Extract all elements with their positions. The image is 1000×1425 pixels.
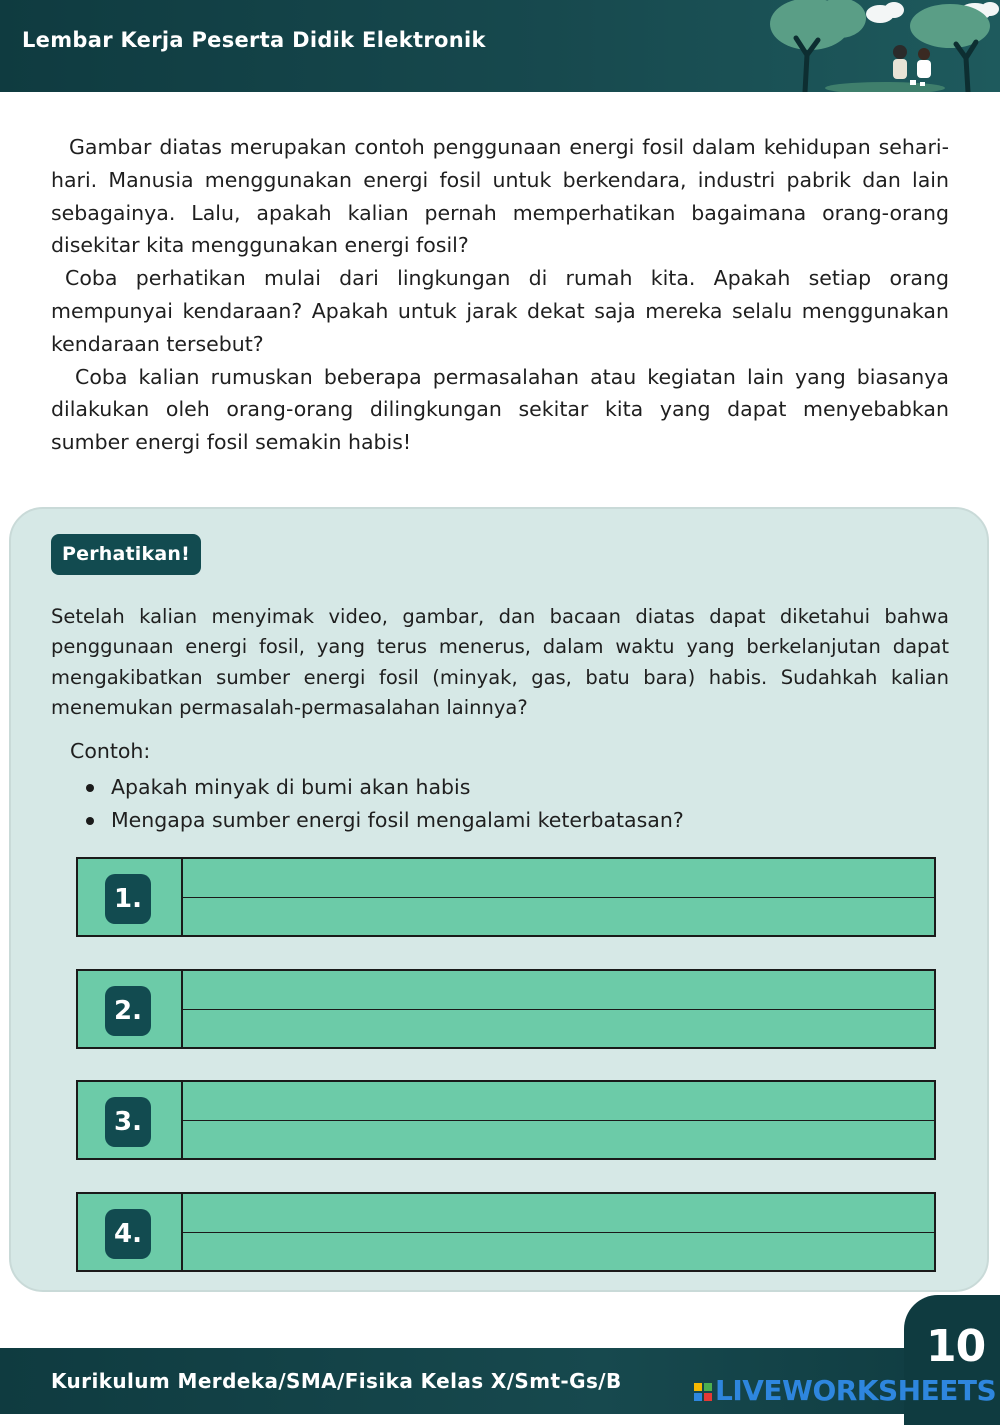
header-title: Lembar Kerja Peserta Didik Elektronik (22, 28, 486, 52)
answer-number-badge: 4. (105, 1209, 151, 1259)
answer-number-cell (78, 1082, 183, 1158)
bullet-icon (86, 784, 94, 792)
attention-badge: Perhatikan! (51, 534, 201, 575)
intro-paragraph: Coba kalian rumuskan beberapa permasalahan atau kegiatan lain yang biasanya dilakukan oleh orang-orang dilingkungan sekitar kita yang dapat menyebabkan sumber energi fosil semakin habis! (51, 364, 949, 455)
liveworksheets-watermark (694, 1374, 996, 1407)
answer-number-badge: 1. (105, 874, 151, 924)
answer-input-2[interactable] (190, 975, 926, 1043)
answer-number-cell (78, 859, 183, 935)
answer-number-badge: 3. (105, 1097, 151, 1147)
answer-row-2 (76, 969, 936, 1049)
intro-text (51, 131, 949, 459)
answer-number-cell (78, 1194, 183, 1270)
answer-row-4 (76, 1192, 936, 1272)
page-number: 10 (926, 1321, 986, 1372)
list-item (84, 804, 684, 837)
liveworksheets-logo-icon (694, 1383, 712, 1401)
example-text: Apakah minyak di bumi akan habis (111, 775, 471, 799)
example-list (84, 771, 684, 837)
panel-paragraph: Setelah kalian menyimak video, gambar, dan bacaan diatas dapat diketahui bahwa penggunaan energi fosil, yang terus menerus, dalam waktu yang berkelanjutan dapat mengakibatkan sumber energi fosil (minyak, gas, batu bara) habis. Sudahkah kalian menemukan permasalah-permasalahan lainnya? (51, 605, 949, 719)
answer-number-badge: 2. (105, 986, 151, 1036)
intro-paragraph: Gambar diatas merupakan contoh penggunaan energi fosil dalam kehidupan sehari-hari. Manusia menggunakan energi fosil untuk berkendara, industri pabrik dan lain sebagainya. Lalu, apakah kalian pernah memperhatikan bagaimana orang-orang disekitar kita menggunakan energi fosil? (51, 135, 949, 258)
page-header (0, 0, 1000, 92)
answer-input-4[interactable] (190, 1198, 926, 1266)
watermark-text: LIVEWORKSHEETS (715, 1374, 997, 1407)
answer-number-cell (78, 971, 183, 1047)
answer-row-1 (76, 857, 936, 937)
list-item (84, 771, 684, 804)
answer-row-3 (76, 1080, 936, 1160)
trees-children-illustration (770, 0, 1000, 92)
example-text: Mengapa sumber energi fosil mengalami keterbatasan? (111, 808, 684, 832)
example-label: Contoh: (70, 739, 151, 763)
intro-paragraph: Coba perhatikan mulai dari lingkungan di rumah kita. Apakah setiap orang mempunyai kendaraan? Apakah untuk jarak dekat saja mereka selalu menggunakan kendaraan tersebut? (51, 266, 949, 356)
bullet-icon (86, 817, 94, 825)
answer-input-3[interactable] (190, 1086, 926, 1154)
answer-input-1[interactable] (190, 863, 926, 931)
curriculum-label: Kurikulum Merdeka/SMA/Fisika Kelas X/Smt-Gs/B (51, 1369, 622, 1393)
